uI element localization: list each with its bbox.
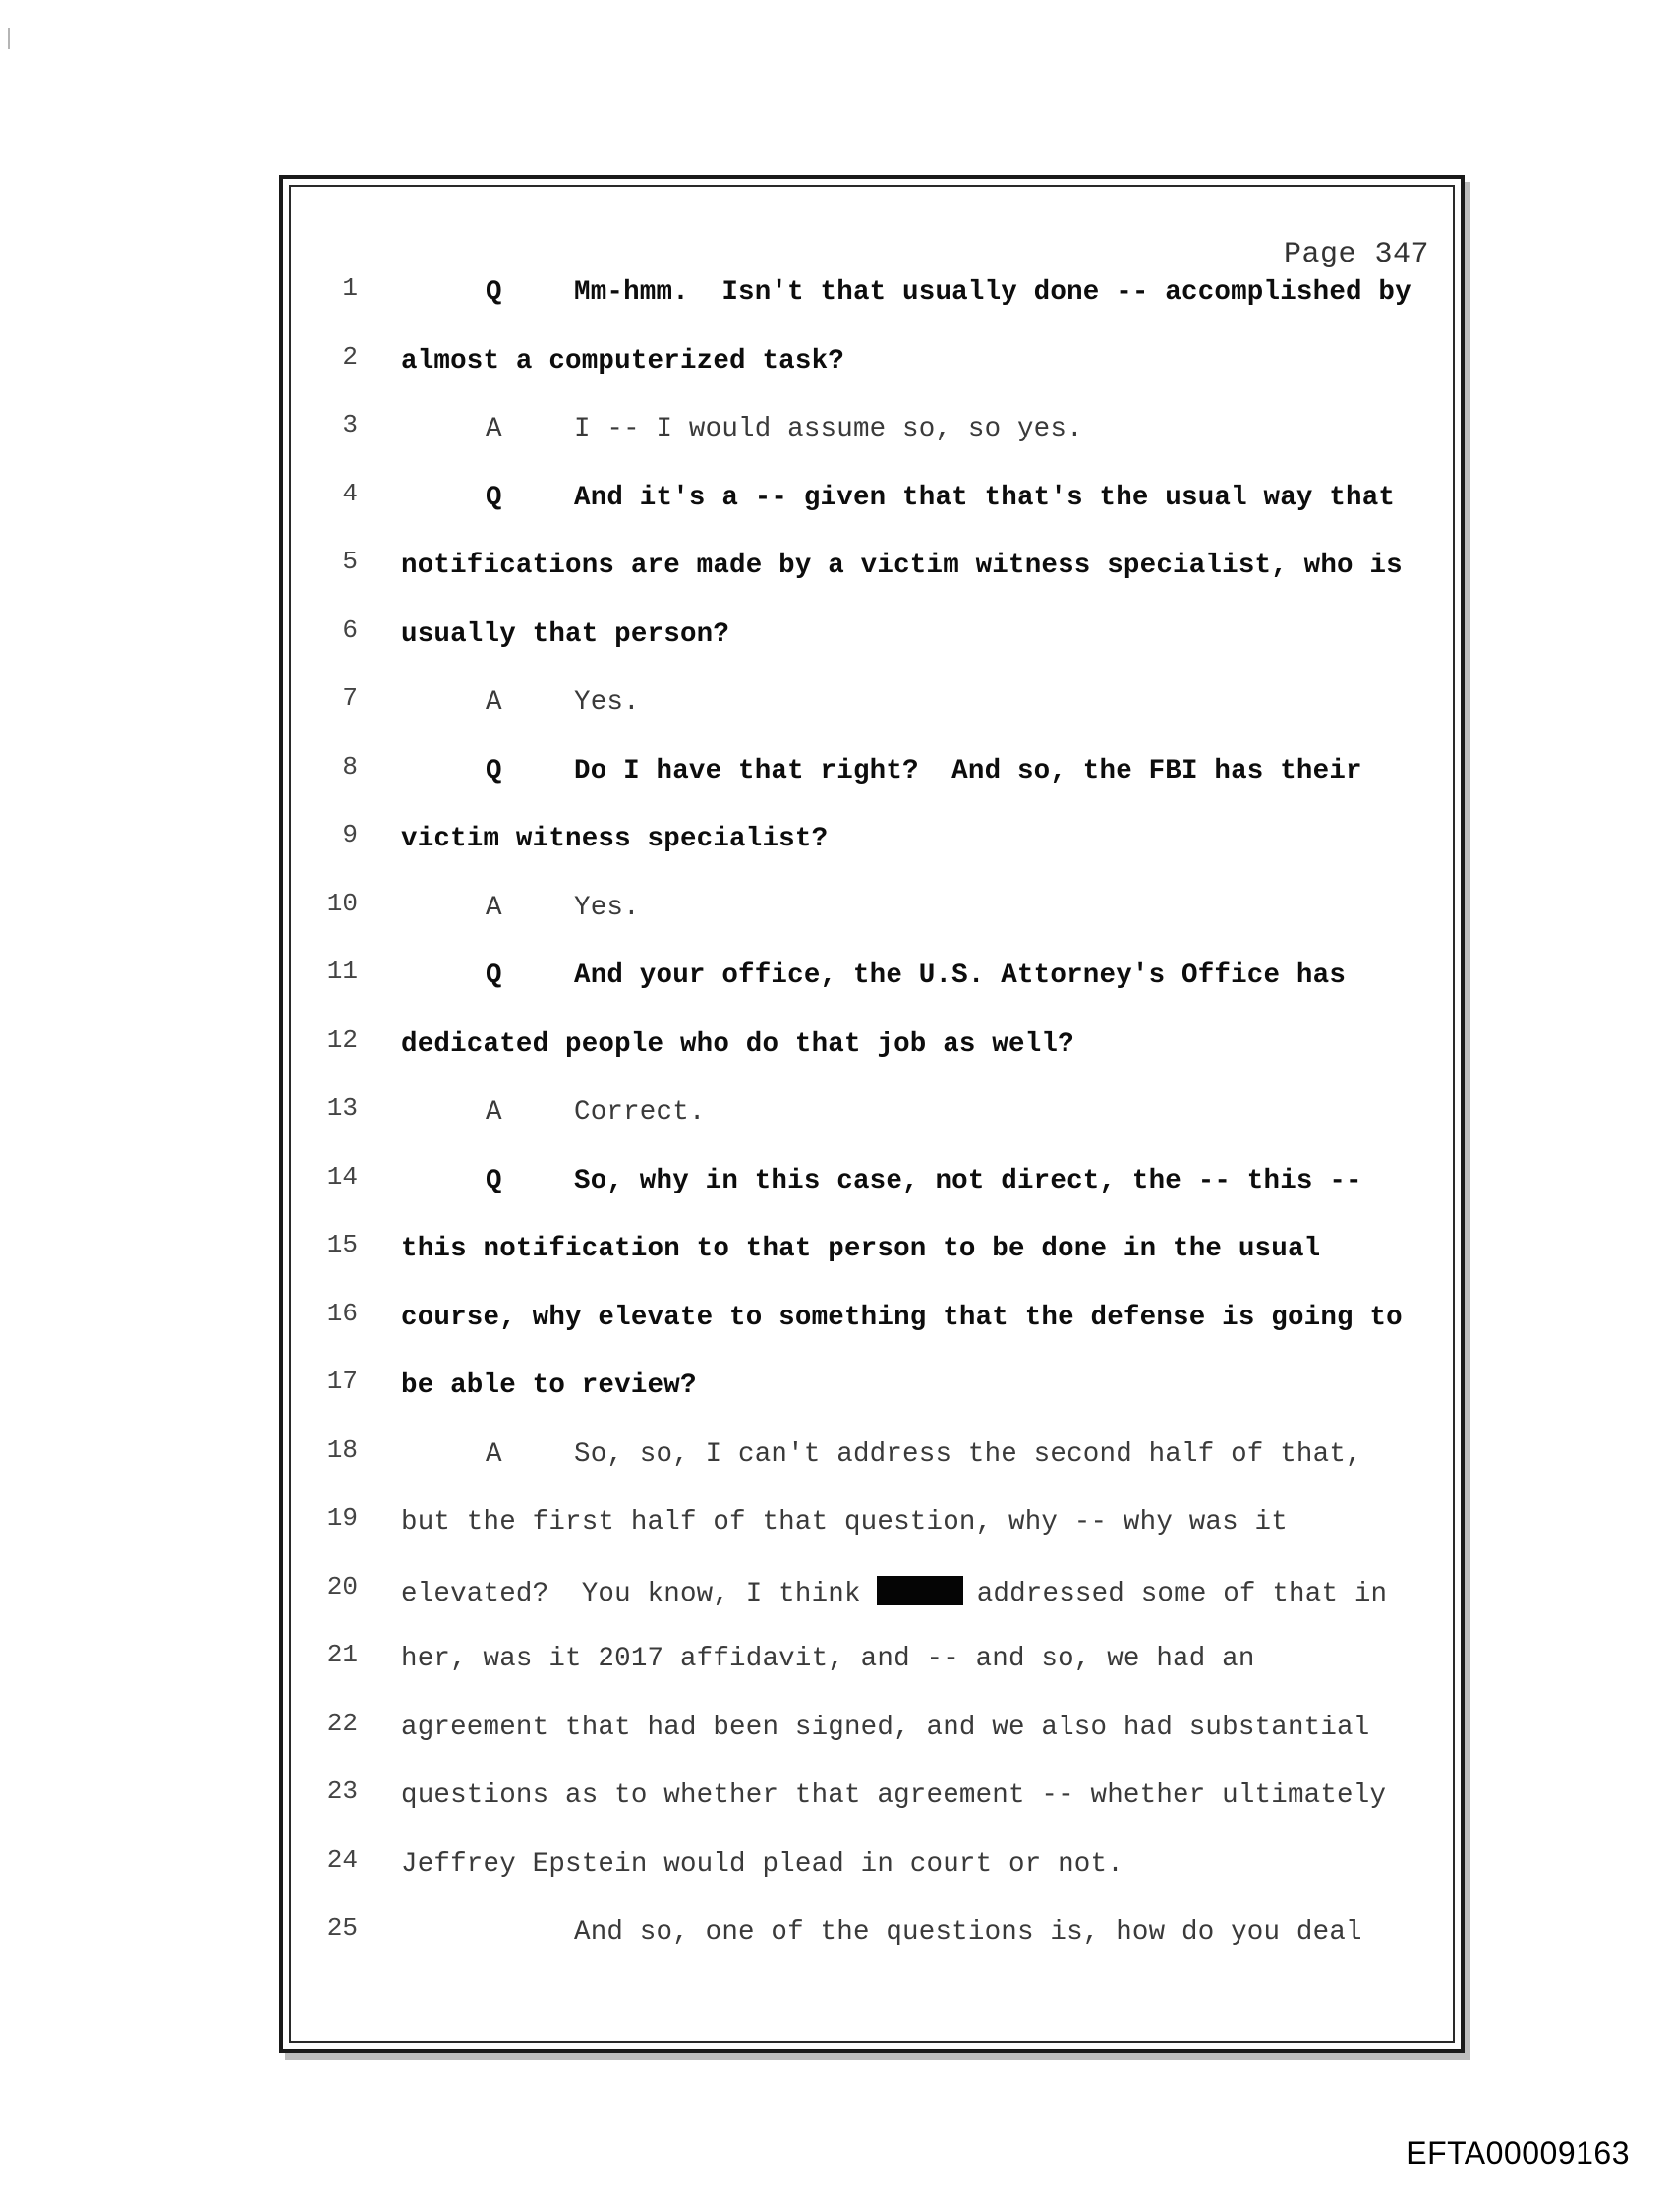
transcript-body	[291, 269, 1453, 1978]
page-number: Page 347	[1283, 238, 1429, 271]
line-content: Correct.	[574, 1097, 706, 1128]
speaker-label: A	[486, 687, 502, 718]
transcript-line	[291, 1636, 1453, 1705]
line-number: 16	[326, 1298, 358, 1328]
transcript-line	[291, 953, 1453, 1021]
line-number: 23	[326, 1776, 358, 1806]
line-text	[401, 1849, 1431, 1880]
line-number: 19	[326, 1503, 358, 1533]
line-number: 5	[342, 547, 358, 576]
transcript-line	[291, 816, 1453, 885]
line-text	[401, 1303, 1431, 1333]
line-number: 15	[326, 1230, 358, 1259]
line-text	[401, 1029, 1431, 1060]
line-text	[401, 1576, 1431, 1609]
line-number: 17	[326, 1367, 358, 1396]
line-text	[401, 1713, 1431, 1743]
line-text	[401, 1439, 1431, 1470]
line-content: So, why in this case, not direct, the -- this --	[574, 1165, 1362, 1196]
line-content: And it's a -- given that that's the usual way that	[574, 482, 1396, 513]
transcript-line	[291, 338, 1453, 407]
speaker-label: Q	[486, 755, 502, 786]
line-number: 1	[342, 273, 358, 303]
line-number: 6	[342, 614, 358, 645]
line-text	[401, 1166, 1431, 1196]
line-number: 24	[326, 1844, 358, 1875]
transcript-line	[291, 1021, 1453, 1090]
transcript-line	[291, 1363, 1453, 1431]
line-text	[401, 551, 1431, 581]
line-text	[401, 277, 1431, 308]
line-content: but the first half of that question, why -- why was it	[401, 1507, 1288, 1538]
line-content: elevated? You know, I think	[401, 1578, 861, 1609]
line-content: be able to review?	[401, 1370, 697, 1401]
transcript-line	[291, 1295, 1453, 1364]
line-text	[401, 1644, 1431, 1674]
line-text	[401, 756, 1431, 786]
line-text	[401, 1234, 1431, 1264]
transcript-line	[291, 475, 1453, 544]
line-number: 20	[326, 1571, 358, 1601]
transcript-line	[291, 1226, 1453, 1295]
line-number: 14	[326, 1161, 358, 1192]
line-number: 7	[342, 683, 358, 713]
transcript-page-inner-border	[289, 185, 1455, 2043]
transcript-line	[291, 1499, 1453, 1568]
transcript-line	[291, 406, 1453, 475]
line-content: Yes.	[574, 687, 640, 718]
line-content: this notification to that person to be done in the usual	[401, 1234, 1321, 1264]
line-text	[401, 1780, 1431, 1811]
line-text	[401, 346, 1431, 377]
line-number: 4	[342, 478, 358, 508]
line-number: 10	[326, 888, 358, 918]
transcript-line	[291, 1909, 1453, 1978]
speaker-label: A	[486, 1438, 502, 1470]
transcript-page-frame	[279, 175, 1465, 2053]
line-number: 8	[342, 751, 358, 782]
line-text	[401, 824, 1431, 854]
transcript-line	[291, 611, 1453, 680]
speaker-label: A	[486, 414, 502, 444]
speaker-label: Q	[486, 960, 502, 991]
line-content: her, was it 2017 affidavit, and -- and so, we had an	[401, 1644, 1255, 1674]
line-number: 21	[326, 1640, 358, 1669]
transcript-line	[291, 1431, 1453, 1500]
line-content: notifications are made by a victim witness specialist, who is	[401, 551, 1403, 581]
transcript-line	[291, 885, 1453, 954]
line-text	[401, 1370, 1431, 1401]
line-content: victim witness specialist?	[401, 824, 829, 854]
transcript-line	[291, 1841, 1453, 1910]
line-content: questions as to whether that agreement -- whether ultimately	[401, 1780, 1387, 1811]
document-id: EFTA00009163	[1406, 2135, 1630, 2171]
line-number: 13	[326, 1093, 358, 1123]
speaker-label: A	[486, 892, 502, 923]
line-text	[401, 1097, 1431, 1128]
speaker-label: Q	[486, 1165, 502, 1196]
line-content-after-redaction: addressed some of that in	[976, 1578, 1388, 1609]
line-number: 25	[326, 1913, 358, 1943]
transcript-line	[291, 1705, 1453, 1774]
line-content: course, why elevate to something that the defense is going to	[401, 1302, 1403, 1333]
line-content: And so, one of the questions is, how do you deal	[574, 1917, 1362, 1948]
transcript-line	[291, 1773, 1453, 1841]
line-text	[401, 1507, 1431, 1538]
speaker-label: A	[486, 1097, 502, 1128]
line-content: Mm-hmm. Isn't that usually done -- accomplished by	[574, 277, 1412, 308]
line-number: 22	[326, 1708, 358, 1738]
line-content: I -- I would assume so, so yes.	[574, 414, 1083, 444]
line-content: usually that person?	[401, 618, 730, 650]
speaker-label: Q	[486, 482, 502, 513]
redaction-box	[877, 1576, 963, 1605]
line-text	[401, 619, 1431, 650]
line-content: Do I have that right? And so, the FBI has their	[574, 755, 1362, 786]
line-text	[401, 893, 1431, 923]
line-content: Jeffrey Epstein would plead in court or not.	[401, 1848, 1124, 1880]
speaker-label: Q	[486, 277, 502, 308]
line-text	[401, 1917, 1431, 1948]
line-content: almost a computerized task?	[401, 345, 844, 377]
line-text	[401, 687, 1431, 718]
line-number: 3	[342, 410, 358, 439]
transcript-line	[291, 543, 1453, 611]
line-content: dedicated people who do that job as well?	[401, 1028, 1074, 1060]
transcript-line	[291, 679, 1453, 748]
line-number: 18	[326, 1434, 358, 1465]
line-number: 11	[326, 957, 358, 986]
line-text	[401, 483, 1431, 513]
scan-edge-mark	[8, 28, 10, 49]
transcript-line	[291, 748, 1453, 817]
line-content: So, so, I can't address the second half of that,	[574, 1438, 1362, 1470]
line-number: 2	[342, 341, 358, 372]
line-number: 12	[326, 1024, 358, 1055]
line-text	[401, 414, 1431, 444]
line-content: Yes.	[574, 892, 640, 923]
line-text	[401, 960, 1431, 991]
transcript-line	[291, 269, 1453, 338]
line-content: agreement that had been signed, and we also had substantial	[401, 1712, 1370, 1743]
transcript-line	[291, 1089, 1453, 1158]
transcript-line	[291, 1568, 1453, 1637]
line-number: 9	[342, 820, 358, 849]
line-content: And your office, the U.S. Attorney's Office has	[574, 960, 1347, 991]
transcript-line	[291, 1158, 1453, 1227]
